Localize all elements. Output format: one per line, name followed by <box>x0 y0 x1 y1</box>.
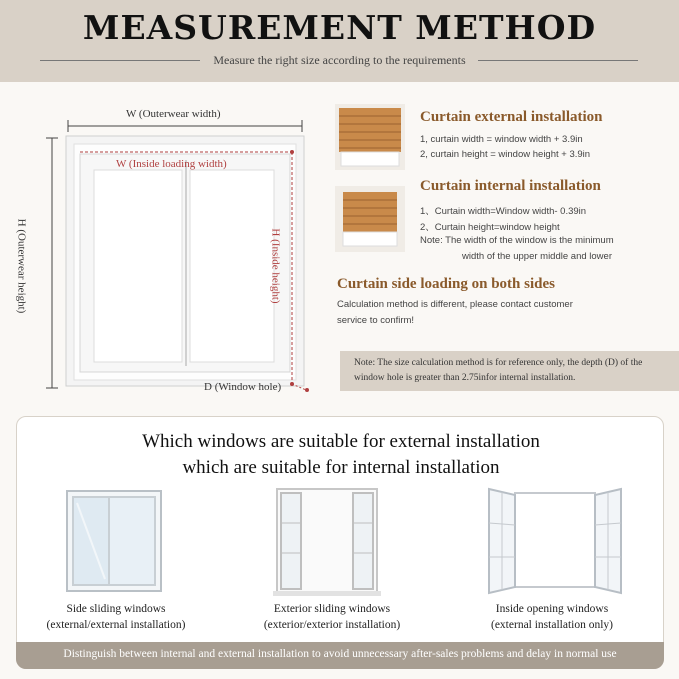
exterior-sliding-note: (exterior/exterior installation) <box>263 619 401 631</box>
internal-install-thumbnail <box>335 186 405 252</box>
reference-note-line2-a: window hole is greater than <box>354 373 460 383</box>
inside-opening-note: (external installation only) <box>491 619 613 631</box>
exterior-window-icon <box>267 483 387 599</box>
measurement-diagram <box>15 100 330 405</box>
footer-bar <box>16 642 664 669</box>
inside-height-label: H (Inside height) <box>269 228 282 304</box>
window-hole-label: D (Window hole) <box>204 381 282 393</box>
side-sliding-window-icon <box>65 483 165 599</box>
internal-install-title: Curtain internal installation <box>420 178 601 194</box>
internal-width-formula: 1、Curtain width=Window width- 0.39in <box>420 206 587 217</box>
internal-note-line1: Note: The width of the window is the minimum <box>420 235 614 246</box>
page-subtitle: Measure the right size according to the requirements <box>213 53 466 67</box>
subtitle-rule-right <box>478 60 638 61</box>
side-sliding-name: Side sliding windows <box>66 603 166 615</box>
reference-note-depth: 2.75in <box>461 373 486 383</box>
inside-opening-caption <box>457 601 647 633</box>
inside-opening-window-icon <box>485 483 625 599</box>
side-loading-title: Curtain side loading on both sides <box>337 276 555 292</box>
external-height-formula: 2, curtain height = window height + 3.9in <box>420 149 591 160</box>
internal-height-formula: 2、Curtain height=window height <box>420 222 560 233</box>
header-banner <box>0 0 679 82</box>
internal-note-line2: width of the upper middle and lower <box>462 251 612 262</box>
reference-note-line2-c: for internal installation. <box>485 373 576 383</box>
external-width-formula: 1, curtain width = window width + 3.9in <box>420 134 583 145</box>
bamboo-blind-icon <box>335 186 405 252</box>
suitable-title-line2: which are suitable for internal installation <box>182 457 500 478</box>
side-loading-line1: Calculation method is different, please contact customer <box>337 299 573 310</box>
side-loading-line2: service to confirm! <box>337 315 415 326</box>
external-install-thumbnail <box>335 104 405 170</box>
side-sliding-caption <box>21 601 211 633</box>
window-measure-illustration <box>30 100 330 405</box>
bamboo-blind-icon <box>335 104 405 170</box>
exterior-sliding-caption <box>237 601 427 633</box>
suitable-windows-card <box>16 416 664 669</box>
page-title: MEASUREMENT METHOD <box>82 8 597 47</box>
exterior-sliding-name: Exterior sliding windows <box>273 603 391 615</box>
reference-note-line2 <box>354 373 575 383</box>
suitable-title-line1: Which windows are suitable for external installation <box>142 431 540 452</box>
footer-text: Distinguish between internal and external installation to avoid unnecessary after-sales problems and delay in normal use <box>63 648 617 660</box>
inside-width-label: W (Inside loading width) <box>116 158 227 170</box>
inside-opening-name: Inside opening windows <box>495 603 609 615</box>
external-install-title: Curtain external installation <box>420 109 603 125</box>
outer-width-label: W (Outerwear width) <box>126 108 221 120</box>
reference-note-line1: Note: The size calculation method is for reference only, the depth (D) of the <box>354 358 643 368</box>
outer-height-label: H (Outerwear height) <box>15 218 28 314</box>
reference-note-box <box>340 351 679 391</box>
side-sliding-note: (external/external installation) <box>46 619 186 631</box>
